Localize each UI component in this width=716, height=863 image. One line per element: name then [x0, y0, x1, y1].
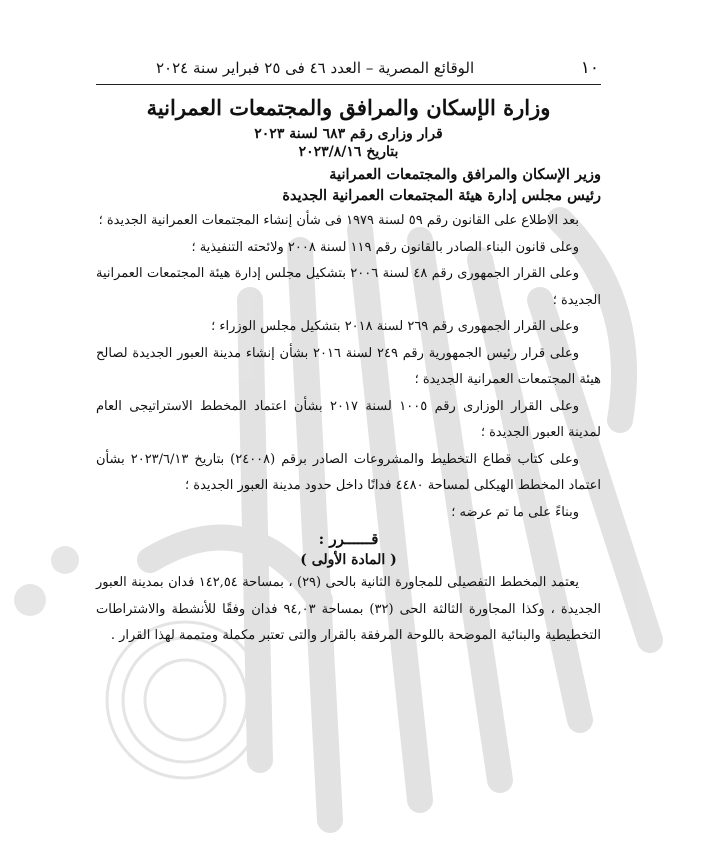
decree-date: بتاريخ ٢٠٢٣/٨/١٦ — [298, 144, 399, 160]
authority-line-2: رئيس مجلس إدارة هيئة المجتمعات العمرانية الجديدة — [282, 187, 601, 204]
article-heading: ( المادة الأولى ) — [300, 552, 397, 568]
article-text: يعتمد المخطط التفصيلى للمجاورة الثانية بالحى (٢٩) ، بمساحة ١٤٢,٥٤ فدان بمدينة العبور الجديدة ، وكذا المجاورة الثالثة الحى (٣٢) بمساحة ٩٤,٠٣ فدان وفقًا للأنشطة والاشتراطات التخطيطية والبنائية الموضحة باللوحة المرفقة بالقرار والتى تعتبر مكملة ومتممة لهذا القرار . — [96, 575, 601, 643]
preamble-item: وعلى القرار الجمهورى رقم ٢٦٩ لسنة ٢٠١٨ بتشكيل مجلس الوزراء ؛ — [211, 319, 579, 334]
preamble-item: بعد الاطلاع على القانون رقم ٥٩ لسنة ١٩٧٩ فى شأن إنشاء المجتمعات العمرانية الجديدة ؛ — [98, 213, 579, 228]
decree-title: قرار وزارى رقم ٦٨٣ لسنة ٢٠٢٣ — [254, 126, 443, 142]
gazette-page — [96, 58, 601, 650]
preamble-item: وبناءً على ما تم عرضه ؛ — [451, 504, 579, 520]
running-header — [96, 58, 601, 85]
preamble-item: وعلى كتاب قطاع التخطيط والمشروعات الصادر برقم (٢٤٠٠٨) بتاريخ ٢٠٢٣/٦/١٣ بشأن اعتماد المخطط الهيكلى لمساحة ٤٤٨٠ فدانًا داخل حدود مدينة العبور الجديدة ؛ — [96, 451, 601, 493]
authority-line-1: وزير الإسكان والمرافق والمجتمعات العمرانية — [329, 166, 601, 183]
decided-label: قــــــرر : — [318, 530, 379, 548]
running-title: الوقائع المصرية – العدد ٤٦ فى ٢٥ فبراير سنة ٢٠٢٤ — [156, 59, 475, 77]
ministry-title: وزارة الإسكان والمرافق والمجتمعات العمرانية — [146, 95, 551, 120]
preamble-item: وعلى قانون البناء الصادر بالقانون رقم ١١٩ لسنة ٢٠٠٨ ولائحته التنفيذية ؛ — [191, 239, 579, 255]
page-number: ١٠ — [580, 58, 599, 78]
preamble-item: وعلى القرار الجمهورى رقم ٤٨ لسنة ٢٠٠٦ بتشكيل مجلس إدارة هيئة المجتمعات العمرانية الجديدة ؛ — [96, 266, 601, 308]
preamble-item: وعلى القرار الوزارى رقم ١٠٠٥ لسنة ٢٠١٧ بشأن اعتماد المخطط الاستراتيجى العام لمدينة العبور الجديدة ؛ — [96, 398, 601, 440]
preamble-item: وعلى قرار رئيس الجمهورية رقم ٢٤٩ لسنة ٢٠١٦ بشأن إنشاء مدينة العبور الجديدة لصالح هيئة المجتمعات العمرانية الجديدة ؛ — [96, 345, 601, 387]
